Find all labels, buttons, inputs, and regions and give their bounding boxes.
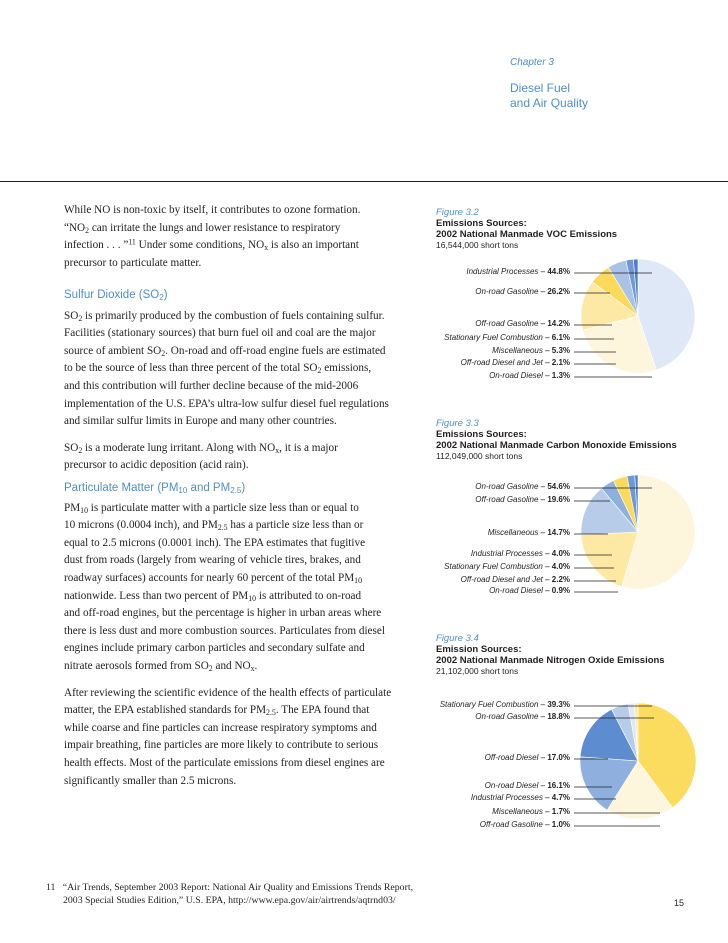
legend-item [461,358,570,367]
legend-category: Off-road Gasoline – [475,319,548,328]
legend-value: 1.0% [551,820,570,829]
legend-value: 19.6% [547,495,570,504]
text-line: roadway surfaces) accounts for nearly 60 percent of the total $PM_{10}$ [64,571,362,585]
figure-label: Figure 3.2 [436,207,479,218]
legend-value: 26.2% [547,287,570,296]
legend-value: 44.8% [547,267,570,276]
page-number: 15 [674,898,685,908]
legend-category: On-road Gasoline – [475,482,548,491]
text-line: while coarse and fine particles can increase respiratory symptoms and [64,721,377,734]
text-line: and this contribution will further decline because of the mid-2006 [64,379,359,392]
legend-item [475,482,570,491]
legend-value: 2.2% [551,575,570,584]
legend-value: 5.3% [551,346,570,355]
legend-item [471,549,570,558]
legend-value: 4.0% [551,562,570,571]
chapter-label: Chapter 3 [510,57,554,68]
figure-subtitle: 21,102,000 short tons [436,666,519,676]
legend-value: 17.0% [547,753,570,762]
text-line: “$NO_2$ can irritate the lungs and lower resistance to respiratory [64,221,341,235]
figure-title-line-2: 2002 National Manmade Carbon Monoxide Emissions [436,440,677,451]
text-line: $SO_2$ is a moderate lung irritant. Along with $NO_x$, it is a major [64,441,338,455]
legend-value: 18.8% [547,712,570,721]
legend-category: Industrial Processes – [470,793,552,802]
legend-item [492,346,570,355]
figure-title-line-1: Emissions Sources: [436,429,527,440]
text-line: and similar sulfur limits in Europe and many other countries. [64,415,337,428]
text-line: While NO is non-toxic by itself, it contributes to ozone formation. [64,204,361,216]
text-line: implementation of the U.S. EPA’s ultra-low sulfur diesel fuel regulations [64,397,389,410]
legend-item [475,495,570,504]
text-line: source of ambient $SO_2$. On-road and off-road engine fuels are estimated [64,344,386,358]
legend-category: Stationary Fuel Combustion – [439,700,548,709]
legend-category: Industrial Processes – [470,549,552,558]
text-line: Facilities (stationary sources) that burn fuel oil and coal are the major [64,327,376,340]
text-line: precursor to particulate matter. [64,256,202,269]
figure-title-line-2: 2002 National Manmade Nitrogen Oxide Emissions [436,655,665,666]
legend-category: Off-road Diesel – [484,753,548,762]
legend-item [444,333,570,342]
figure-title-line-1: Emissions Sources: [436,218,527,229]
legend-category: Off-road Gasoline – [479,820,552,829]
heading-sulfur-dioxide: Sulfur Dioxide $(SO_2)$ [64,289,168,302]
text-line: $PM_{10}$ is particulate matter with a particle size less than or equal to [64,501,359,515]
footnote [46,881,466,907]
legend-value: 2.1% [551,358,570,367]
legend-category: On-road Diesel – [489,371,552,380]
legend-item [480,820,570,829]
text-line: equal to 2.5 microns (0.0001 inch). The EPA estimates that fugitive [64,536,366,549]
legend-item [461,575,570,584]
legend-item [485,781,570,790]
legend-item [489,371,570,380]
figure-subtitle: 16,544,000 short tons [436,240,519,250]
legend-value: 39.3% [547,700,570,709]
legend-value: 6.1% [551,333,570,342]
heading-particulate-matter: Particulate Matter ($PM_{10}$ and $PM_{2.5}$) [64,482,246,495]
text-line: nitrate aerosols formed from $SO_2$ and $NO_x$. [64,659,258,673]
legend-item [492,807,570,816]
legend-item [466,267,570,276]
legend-item [475,319,570,328]
legend-category: Off-road Diesel and Jet – [460,575,552,584]
text-line: $SO_2$ is primarily produced by the combustion of fuels containing sulfur. [64,309,385,323]
figure-subtitle: 112,049,000 short tons [436,451,523,461]
legend-category: Miscellaneous – [487,528,548,537]
text-line: nationwide. Less than two percent of $PM_{10}$ is attributed to on-road [64,589,362,603]
legend-value: 4.0% [551,549,570,558]
figure-label: Figure 3.3 [436,418,479,429]
text-line: 10 microns (0.0004 inch), and $PM_{2.5}$ has a particle size less than or [64,519,364,533]
legend-value: 1.7% [551,807,570,816]
figure-title-line-1: Emission Sources: [436,644,522,655]
text-line: significantly smaller than 2.5 microns. [64,774,237,787]
legend-category: Stationary Fuel Combustion – [444,562,552,571]
legend-category: Industrial Processes – [466,267,548,276]
legend-value: 54.6% [547,482,570,491]
legend-category: On-road Diesel – [489,586,552,595]
legend-category: On-road Gasoline – [475,712,548,721]
legend-category: On-road Gasoline – [475,287,548,296]
text-line: engines include primary carbon particles and secondary sulfate and [64,642,365,655]
text-line: precursor to acidic deposition (acid rain). [64,459,249,472]
legend-category: Off-road Diesel and Jet – [460,358,552,367]
legend-item [475,712,570,721]
figure-title-line-2: 2002 National Manmade VOC Emissions [436,229,618,240]
text-line: After reviewing the scientific evidence of the health effects of particulate [64,686,392,699]
text-line: and off-road engines, but the percentage is higher in urban areas where [64,607,382,620]
legend-value: 14.2% [547,319,570,328]
figure-label: Figure 3.4 [436,633,479,644]
legend-item [475,287,570,296]
legend-value: 1.3% [551,371,570,380]
chapter-title-line-1: Diesel Fuel [510,81,571,95]
text-line: impair breathing, fine particles are more likely to contribute to serious [64,739,379,752]
legend-item [471,793,570,802]
text-line: there is less dust and more combustion sources. Particulates from diesel [64,624,385,637]
legend-category: Off-road Gasoline – [475,495,548,504]
text-line: infection . . . ”$^{11}$ Under some conditions, $NO_x$ is also an important [64,237,359,253]
legend-item [488,528,570,537]
legend-value: 14.7% [547,528,570,537]
legend-category: Stationary Fuel Combustion – [444,333,552,342]
legend-item [485,753,570,762]
text-line: to be the source of less than three percent of the total $SO_2$ emissions, [64,362,372,376]
footnote-line-1: 11 “Air Trends, September 2003 Report: National Air Quality and Emissions Trends Report, [46,882,414,893]
legend-category: Miscellaneous – [492,346,552,355]
chapter-title-line-2: and Air Quality [510,96,589,110]
text-line: dust from roads (largely from wearing of vehicle tires, brakes, and [64,554,361,567]
legend-value: 0.9% [551,586,570,595]
legend-value: 4.7% [551,793,570,802]
footnote-number: 11 [46,882,56,893]
legend-item [440,700,570,709]
legend-category: On-road Diesel – [484,781,548,790]
legend-item [489,586,570,595]
text-line: matter, the EPA established standards for $PM_{2.5}$. The EPA found that [64,704,370,718]
legend-value: 16.1% [547,781,570,790]
text-line: health effects. Most of the particulate emissions from diesel engines are [64,756,385,769]
legend-item [444,562,570,571]
legend-category: Miscellaneous – [492,807,552,816]
footnote-line-2: 2003 Special Studies Edition,” U.S. EPA, http://www.epa.gov/air/airtrends/aqtrnd03/ [63,895,396,906]
